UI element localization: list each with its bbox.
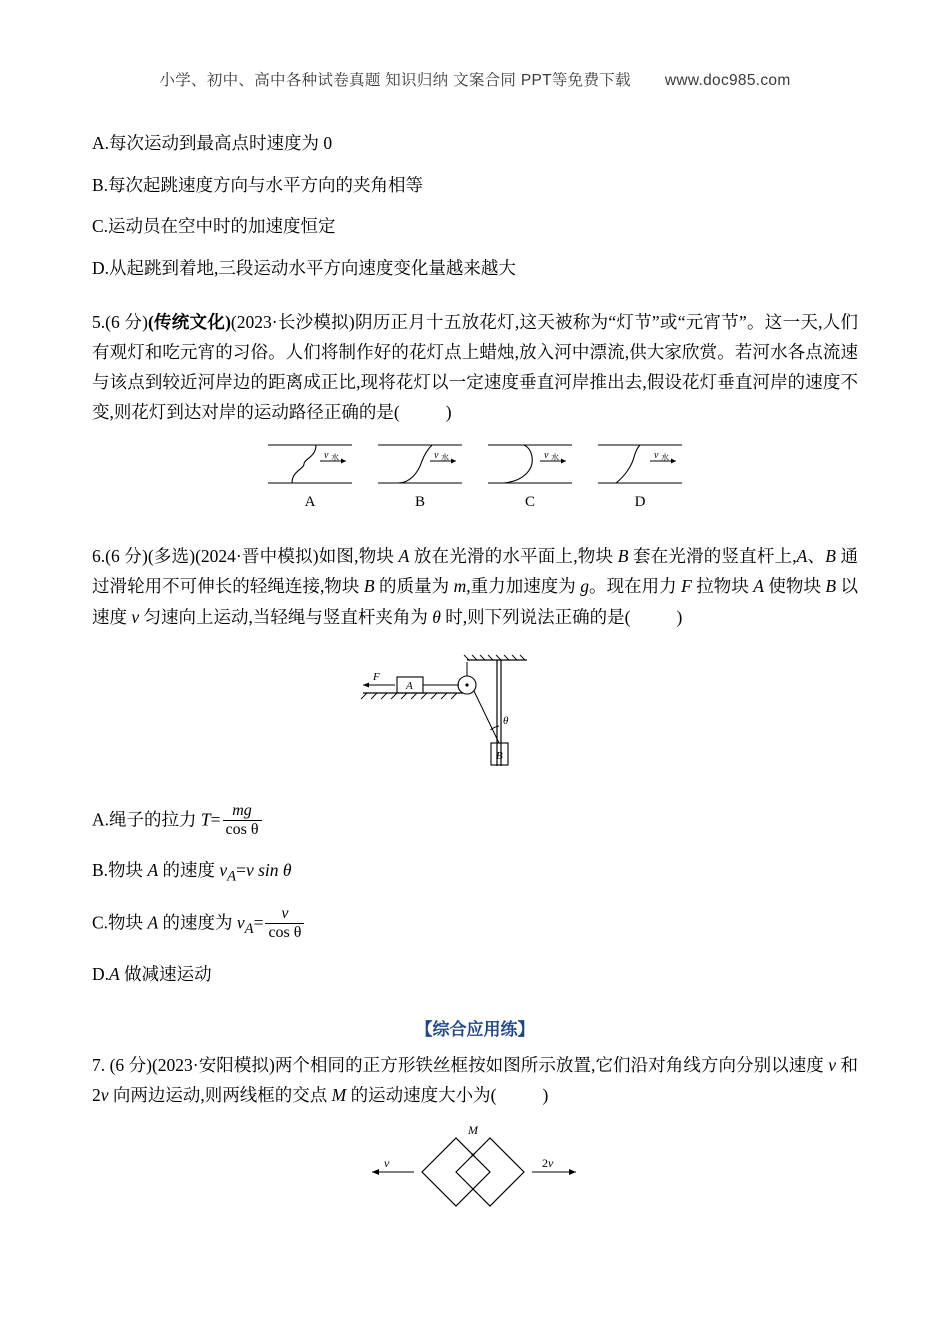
svg-text:v: v [434,450,439,462]
q6-source: (2024·晋中模拟) [195,546,319,567]
flow-curve-a-svg [262,441,358,487]
q6-opt-b-mid: 的速度 [158,860,220,881]
svg-text:2v: 2v [542,1156,554,1171]
q4-option-c: C.运动员在空中时的加速度恒定 [92,216,336,236]
q6-body-12: 匀速向上运动,当轻绳与竖直杆夹角为 [139,606,433,627]
q6-opt-a-prefix: A.绳子的拉力 [92,809,201,830]
q6-opt-d-prefix: D. [92,963,110,984]
q6-opt-c-denominator: cos θ [265,923,304,942]
q6-sym-b4: B [825,576,837,597]
q5-label-d: D [634,494,646,511]
q6-body-1: 如图,物块 [318,546,399,567]
q6-sym-f: F [681,576,692,597]
q6-sym-a1: A [398,546,410,567]
q5-tag: (传统文化) [147,312,231,332]
q4-option-d: D.从起跳到着地,三段运动水平方向速度变化量越来越大 [92,257,516,278]
pulley-diagram-svg [345,648,605,783]
q7-sym-v2: v [100,1085,109,1106]
q5-figure-option-b [372,441,468,511]
svg-text:水: 水 [551,453,559,463]
q6-body-9: 拉物块 [691,576,754,597]
svg-text:M: M [468,1123,478,1138]
svg-text:F: F [373,670,380,683]
flow-curve-b-svg [372,441,468,487]
svg-text:水: 水 [661,453,669,463]
q6-opt-b-prefix: B.物块 [92,860,148,881]
svg-text:B: B [496,749,503,762]
flow-curve-d-svg [592,441,688,487]
question-7 [92,1050,858,1214]
q5-number: 5.(6 分) [92,312,148,332]
svg-text:水: 水 [331,453,339,463]
q7-number: 7. (6 分) [92,1054,152,1075]
q6-body-2: 放在光滑的水平面上,物块 [409,546,618,567]
q6-sym-b2: B [825,546,836,567]
q7-body-4: 的运动速度大小为( [346,1085,497,1106]
q6-opt-a-denominator: cos θ [223,820,262,839]
q6-body-10: 使物块 [763,576,826,597]
q7-body-end: ) [542,1085,549,1106]
q6-sym-b3: B [363,576,375,597]
q6-sym-theta: θ [432,606,441,627]
q6-body-13: 时,则下列说法正确的是( [440,606,631,627]
q6-body-6: 的质量为 [374,576,454,597]
q6-opt-c-obj: A [147,912,159,933]
q5-figure-option-c [482,441,578,511]
svg-text:θ: θ [503,714,509,727]
q4-option-a: A.每次运动到最高点时速度为 0 [92,133,333,153]
svg-text:v: v [654,450,659,462]
q7-body-1: 两个相同的正方形铁丝框按如图所示放置,它们沿对角线方向分别以速度 [274,1054,829,1075]
svg-text:v: v [384,1156,390,1171]
q6-multi: (多选) [147,546,196,567]
q6-opt-c-fraction [265,905,304,942]
q6-sym-b1: B [617,546,629,567]
q6-opt-a-sym: T [200,809,211,830]
q6-body-4: 、 [807,546,826,567]
q6-body-3: 套在光滑的竖直杆上, [628,546,797,567]
section-banner [92,1015,858,1040]
q5-body: 阴历正月十五放花灯,这天被称为“灯节”或“元宵节”。这一天,人们有观灯和吃元宵的习俗。人们将制作好的花灯点上蜡烛,放入河中漂流,供大家欣赏。若河水各点流速与该点到较近河岸边的距离成正比,现将花灯以一定速度垂直河岸推出去,假设花灯垂直河岸的速度不变,则花灯到达对岸的运动路径正确的是( [92,312,859,423]
q6-opt-c-sub: A [244,920,254,937]
q6-option-d [92,959,858,989]
watermark-banner [0,68,950,90]
q7-sym-v1: v [828,1054,837,1075]
q7-figure [92,1122,858,1214]
q5-figure-option-a [262,441,358,511]
q5-source: (2023·长沙模拟) [230,312,355,332]
q7-body-3: 向两边运动,则两线框的交点 [108,1085,332,1106]
q6-opt-b-sub: A [227,868,237,885]
q6-opt-a-fraction [223,802,262,839]
q6-opt-a-numerator: mg [232,801,252,819]
q6-opt-c-mid: 的速度为 [158,912,237,933]
q6-sym-a2: A [796,546,808,567]
q5-label-a: A [304,494,316,511]
question-6 [92,541,858,989]
q6-opt-b-expr: v sin θ [245,860,292,881]
q5-label-c: C [524,494,535,511]
q6-sym-m: m [453,576,467,597]
svg-text:A: A [406,679,413,692]
svg-text:v: v [544,450,549,462]
q6-body-5: 通过滑轮用不可伸长的轻绳连接,物块 [92,546,859,597]
q6-sym-v: v [131,606,140,627]
question-5 [92,307,858,511]
svg-text:水: 水 [441,453,449,463]
q6-opt-b-eq: = [236,860,246,881]
q6-option-c [92,906,858,943]
q6-option-a [92,803,858,840]
q6-opt-c-sym: v [236,912,245,933]
svg-text:v: v [324,450,329,462]
q6-opt-a-eq: = [210,809,221,830]
q4-option-b: B.每次起跳速度方向与水平方向的夹角相等 [92,174,424,195]
q5-figure-option-d [592,441,688,511]
q6-sym-g: g [580,576,589,597]
q6-figure [92,648,858,783]
q5-figure [92,441,858,511]
q6-number: 6.(6 分) [92,546,148,567]
section-banner-label: 【综合应用练】 [415,1019,535,1039]
q7-text [92,1050,858,1110]
q6-body-end: ) [676,606,683,627]
q5-label-b: B [414,494,425,511]
q7-sym-m: M [331,1085,347,1106]
q6-opt-b-sym: v [219,860,228,881]
q6-opt-b-obj: A [147,860,159,881]
q6-sym-a3: A [753,576,764,597]
q6-option-b [92,855,858,890]
q7-source: (2023·安阳模拟) [151,1054,275,1075]
q5-body-end: ) [445,402,452,423]
q6-opt-c-prefix: C.物块 [92,912,148,933]
q6-opt-d-obj: A [109,963,120,984]
flow-curve-c-svg [482,441,578,487]
q6-opt-d-mid: 做减速运动 [119,963,212,984]
q7-body-2: 和 2 [92,1054,859,1106]
q6-body-7: ,重力加速度为 [466,576,581,597]
q6-opt-c-numerator: v [281,905,289,923]
document-content [92,135,858,1214]
q6-text [92,541,858,631]
two-squares-svg [310,1122,640,1214]
watermark-url: www.doc985.com [664,72,791,89]
watermark-text: 小学、初中、高中各种试卷真题 知识归纳 文案合同 PPT等免费下载 [159,72,631,89]
q6-body-8: 。现在用力 [589,576,682,597]
q5-text [92,307,858,427]
q6-body-11: 以速度 [92,576,859,627]
q6-opt-c-eq: = [253,912,264,933]
